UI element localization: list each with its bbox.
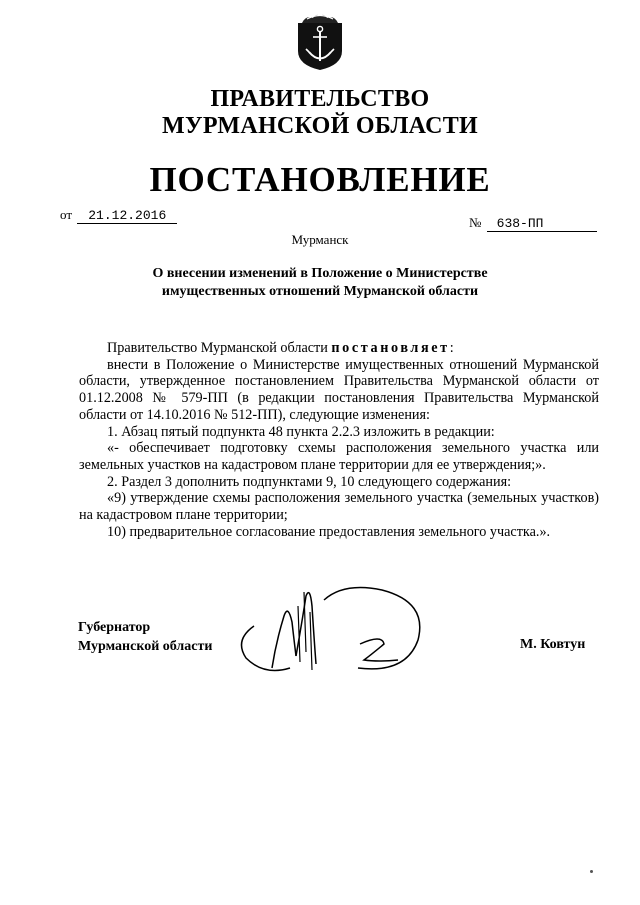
scan-dot — [590, 870, 593, 873]
number-prefix: № — [469, 215, 482, 230]
government-title-line1: ПРАВИТЕЛЬСТВО — [210, 86, 430, 112]
date-field — [60, 207, 177, 224]
body-paragraph-3: «- обеспечивает подготовку схемы расположения земельного участка или земельных участков на кадастровом плане территории для ее утверждения;». — [79, 440, 599, 473]
intro-paragraph — [79, 340, 599, 357]
document-type-title: ПОСТАНОВЛЕНИЕ — [149, 160, 491, 199]
document-subject — [100, 265, 540, 301]
intro-text: Правительство Мурманской области — [107, 340, 332, 356]
signatory-name: М. Ковтун — [520, 637, 586, 652]
signatory-position-line1: Губернатор — [78, 620, 151, 635]
number-value: 638-ПП — [487, 217, 597, 232]
intro-colon: : — [449, 340, 454, 356]
document-body — [79, 340, 599, 540]
handwritten-signature — [232, 582, 442, 682]
coat-of-arms-icon — [296, 13, 344, 71]
body-paragraph-4: 2. Раздел 3 дополнить подпунктами 9, 10 следующего содержания: — [107, 473, 512, 490]
signatory-position — [78, 618, 212, 656]
government-title-line2: МУРМАНСКОЙ ОБЛАСТИ — [162, 113, 478, 139]
intro-keyword: постановляет — [331, 340, 450, 356]
date-prefix: от — [60, 207, 73, 222]
number-field — [469, 215, 597, 232]
body-paragraph-6: 10) предварительное согласование предоставления земельного участка.». — [107, 523, 551, 540]
subject-line-1: О внесении изменений в Положение о Министерстве — [152, 266, 488, 281]
city-label: Мурманск — [291, 232, 349, 247]
date-value: 21.12.2016 — [77, 209, 177, 224]
body-paragraph-2: 1. Абзац пятый подпункта 48 пункта 2.2.3 изложить в редакции: — [107, 423, 495, 440]
body-paragraph-1: внести в Положение о Министерстве имущественных отношений Мурманской области, утвержденное постановлением Правительства Мурманской области от 01.12.2008 № 579-ПП (в редакции постановления Правительства Мурманской области от 14.10.2016 № 512-ПП), следующие изменения: — [79, 356, 599, 423]
signatory-position-line2: Мурманской области — [78, 639, 213, 654]
subject-line-2: имущественных отношений Мурманской области — [161, 284, 479, 299]
body-paragraph-5: «9) утверждение схемы расположения земельного участка (земельных участков) на кадастровом плане территории; — [79, 490, 599, 524]
